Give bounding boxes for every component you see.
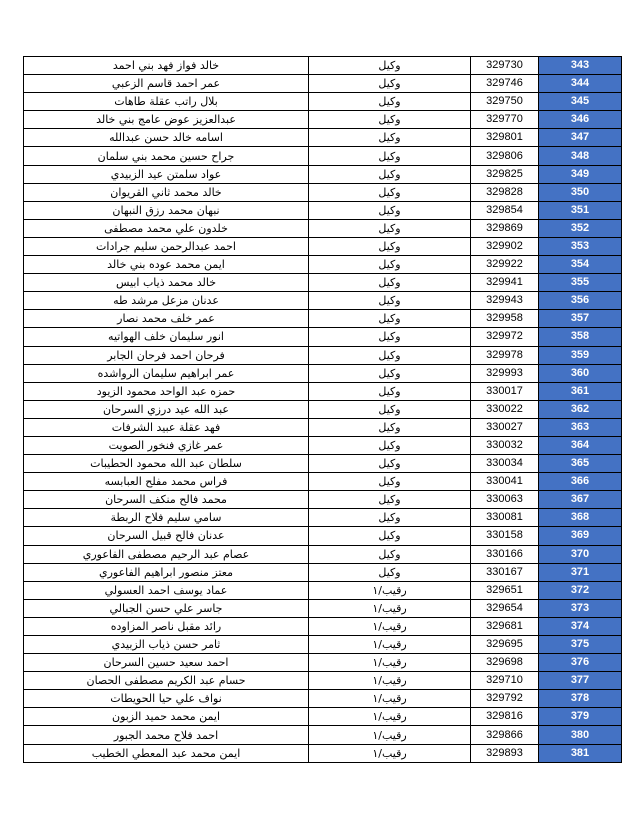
military-number-cell: 329941 bbox=[471, 274, 539, 292]
sequence-number-cell: 360 bbox=[539, 364, 622, 382]
person-name-cell: خالد محمد ذياب ابيس bbox=[24, 274, 309, 292]
military-number-cell: 329972 bbox=[471, 328, 539, 346]
person-name-cell: جاسر علي حسن الجبالي bbox=[24, 599, 309, 617]
table-row bbox=[24, 111, 622, 129]
person-name-cell: عصام عبد الرحيم مصطفى الفاعوري bbox=[24, 545, 309, 563]
military-number-cell: 330041 bbox=[471, 473, 539, 491]
person-name-cell: معتز منصور ابراهيم الفاعوري bbox=[24, 563, 309, 581]
sequence-number-cell: 354 bbox=[539, 256, 622, 274]
sequence-number-cell: 379 bbox=[539, 708, 622, 726]
rank-cell: وكيل bbox=[309, 310, 471, 328]
table-row bbox=[24, 93, 622, 111]
military-number-cell: 329801 bbox=[471, 129, 539, 147]
person-name-cell: احمد عبدالرحمن سليم جرادات bbox=[24, 237, 309, 255]
person-name-cell: ايمن محمد حميد الزبون bbox=[24, 708, 309, 726]
rank-cell: وكيل bbox=[309, 346, 471, 364]
table-row bbox=[24, 165, 622, 183]
person-name-cell: اسامه خالد حسن عبدالله bbox=[24, 129, 309, 147]
table-row bbox=[24, 473, 622, 491]
person-name-cell: نواف علي حيا الحويطات bbox=[24, 690, 309, 708]
table-row bbox=[24, 292, 622, 310]
sequence-number-cell: 362 bbox=[539, 400, 622, 418]
rank-cell: وكيل bbox=[309, 563, 471, 581]
sequence-number-cell: 346 bbox=[539, 111, 622, 129]
military-number-cell: 329958 bbox=[471, 310, 539, 328]
sequence-number-cell: 373 bbox=[539, 599, 622, 617]
person-name-cell: ايمن محمد عبد المعطي الخطيب bbox=[24, 744, 309, 762]
person-name-cell: عدنان فالح قبيل السرحان bbox=[24, 527, 309, 545]
military-number-cell: 330034 bbox=[471, 455, 539, 473]
military-number-cell: 330081 bbox=[471, 509, 539, 527]
rank-cell: وكيل bbox=[309, 545, 471, 563]
military-number-cell: 329698 bbox=[471, 654, 539, 672]
sequence-number-cell: 368 bbox=[539, 509, 622, 527]
sequence-number-cell: 365 bbox=[539, 455, 622, 473]
person-name-cell: عماد يوسف احمد العسولي bbox=[24, 581, 309, 599]
table-row bbox=[24, 581, 622, 599]
sequence-number-cell: 372 bbox=[539, 581, 622, 599]
table-row bbox=[24, 219, 622, 237]
table-row bbox=[24, 201, 622, 219]
person-name-cell: ثامر حسن ذياب الزبيدي bbox=[24, 636, 309, 654]
military-number-cell: 329816 bbox=[471, 708, 539, 726]
military-number-cell: 329978 bbox=[471, 346, 539, 364]
person-name-cell: سامي سليم فلاح الربطة bbox=[24, 509, 309, 527]
table-row bbox=[24, 364, 622, 382]
person-name-cell: عمر احمد قاسم الزعبي bbox=[24, 75, 309, 93]
sequence-number-cell: 359 bbox=[539, 346, 622, 364]
rank-cell: وكيل bbox=[309, 473, 471, 491]
military-number-cell: 330167 bbox=[471, 563, 539, 581]
person-name-cell: ايمن محمد عوده بني خالد bbox=[24, 256, 309, 274]
sequence-number-cell: 353 bbox=[539, 237, 622, 255]
sequence-number-cell: 367 bbox=[539, 491, 622, 509]
roster-table bbox=[23, 56, 622, 763]
rank-cell: وكيل bbox=[309, 111, 471, 129]
rank-cell: رقيب/١ bbox=[309, 599, 471, 617]
rank-cell: رقيب/١ bbox=[309, 581, 471, 599]
sequence-number-cell: 380 bbox=[539, 726, 622, 744]
sequence-number-cell: 381 bbox=[539, 744, 622, 762]
military-number-cell: 329869 bbox=[471, 219, 539, 237]
military-number-cell: 330017 bbox=[471, 382, 539, 400]
sequence-number-cell: 358 bbox=[539, 328, 622, 346]
table-row bbox=[24, 599, 622, 617]
rank-cell: وكيل bbox=[309, 147, 471, 165]
person-name-cell: حسام عبد الكريم مصطفى الحصان bbox=[24, 672, 309, 690]
table-row bbox=[24, 346, 622, 364]
table-row bbox=[24, 436, 622, 454]
military-number-cell: 329825 bbox=[471, 165, 539, 183]
table-row bbox=[24, 183, 622, 201]
table-row bbox=[24, 129, 622, 147]
table-row bbox=[24, 545, 622, 563]
table-row bbox=[24, 744, 622, 762]
table-row bbox=[24, 382, 622, 400]
person-name-cell: خالد محمد ثاني القريوان bbox=[24, 183, 309, 201]
rank-cell: وكيل bbox=[309, 57, 471, 75]
rank-cell: رقيب/١ bbox=[309, 744, 471, 762]
person-name-cell: فرحان احمد فرحان الجابر bbox=[24, 346, 309, 364]
sequence-number-cell: 370 bbox=[539, 545, 622, 563]
sequence-number-cell: 375 bbox=[539, 636, 622, 654]
military-number-cell: 330158 bbox=[471, 527, 539, 545]
rank-cell: رقيب/١ bbox=[309, 690, 471, 708]
person-name-cell: محمد فالح منكف السرحان bbox=[24, 491, 309, 509]
person-name-cell: احمد فلاح محمد الجبور bbox=[24, 726, 309, 744]
table-row bbox=[24, 491, 622, 509]
person-name-cell: عبد الله عيد درزي السرحان bbox=[24, 400, 309, 418]
sequence-number-cell: 377 bbox=[539, 672, 622, 690]
table-row bbox=[24, 237, 622, 255]
sequence-number-cell: 361 bbox=[539, 382, 622, 400]
sequence-number-cell: 351 bbox=[539, 201, 622, 219]
military-number-cell: 329993 bbox=[471, 364, 539, 382]
rank-cell: وكيل bbox=[309, 219, 471, 237]
table-row bbox=[24, 256, 622, 274]
military-number-cell: 329866 bbox=[471, 726, 539, 744]
person-name-cell: عدنان مزعل مرشد طه bbox=[24, 292, 309, 310]
rank-cell: وكيل bbox=[309, 165, 471, 183]
military-number-cell: 329902 bbox=[471, 237, 539, 255]
military-number-cell: 329854 bbox=[471, 201, 539, 219]
table-row bbox=[24, 75, 622, 93]
person-name-cell: خالد فواز فهد بني احمد bbox=[24, 57, 309, 75]
sequence-number-cell: 356 bbox=[539, 292, 622, 310]
sequence-number-cell: 376 bbox=[539, 654, 622, 672]
person-name-cell: خلدون علي محمد مصطفى bbox=[24, 219, 309, 237]
military-number-cell: 329681 bbox=[471, 617, 539, 635]
person-name-cell: انور سليمان خلف الهواتيه bbox=[24, 328, 309, 346]
table-row bbox=[24, 400, 622, 418]
person-name-cell: بلال راتب عقلة طاهات bbox=[24, 93, 309, 111]
military-number-cell: 329730 bbox=[471, 57, 539, 75]
rank-cell: وكيل bbox=[309, 328, 471, 346]
rank-cell: رقيب/١ bbox=[309, 672, 471, 690]
sequence-number-cell: 369 bbox=[539, 527, 622, 545]
person-name-cell: عمر خلف محمد نصار bbox=[24, 310, 309, 328]
military-number-cell: 329654 bbox=[471, 599, 539, 617]
table-row bbox=[24, 690, 622, 708]
military-number-cell: 329828 bbox=[471, 183, 539, 201]
military-number-cell: 329651 bbox=[471, 581, 539, 599]
military-number-cell: 329922 bbox=[471, 256, 539, 274]
table-row bbox=[24, 455, 622, 473]
sequence-number-cell: 378 bbox=[539, 690, 622, 708]
table-row bbox=[24, 708, 622, 726]
sequence-number-cell: 347 bbox=[539, 129, 622, 147]
rank-cell: رقيب/١ bbox=[309, 617, 471, 635]
rank-cell: وكيل bbox=[309, 201, 471, 219]
military-number-cell: 330063 bbox=[471, 491, 539, 509]
military-number-cell: 329710 bbox=[471, 672, 539, 690]
table-row bbox=[24, 509, 622, 527]
sequence-number-cell: 366 bbox=[539, 473, 622, 491]
sequence-number-cell: 374 bbox=[539, 617, 622, 635]
rank-cell: وكيل bbox=[309, 527, 471, 545]
rank-cell: رقيب/١ bbox=[309, 708, 471, 726]
sequence-number-cell: 363 bbox=[539, 418, 622, 436]
military-number-cell: 330032 bbox=[471, 436, 539, 454]
table-row bbox=[24, 672, 622, 690]
military-number-cell: 330022 bbox=[471, 400, 539, 418]
military-number-cell: 329746 bbox=[471, 75, 539, 93]
sequence-number-cell: 343 bbox=[539, 57, 622, 75]
person-name-cell: حمزه عبد الواحد محمود الزيود bbox=[24, 382, 309, 400]
sequence-number-cell: 355 bbox=[539, 274, 622, 292]
rank-cell: وكيل bbox=[309, 364, 471, 382]
military-number-cell: 329750 bbox=[471, 93, 539, 111]
rank-cell: وكيل bbox=[309, 75, 471, 93]
rank-cell: وكيل bbox=[309, 436, 471, 454]
table-row bbox=[24, 617, 622, 635]
military-number-cell: 330166 bbox=[471, 545, 539, 563]
military-number-cell: 329792 bbox=[471, 690, 539, 708]
sequence-number-cell: 349 bbox=[539, 165, 622, 183]
person-name-cell: عبدالعزيز عوض عامج بني خالد bbox=[24, 111, 309, 129]
sequence-number-cell: 350 bbox=[539, 183, 622, 201]
sequence-number-cell: 345 bbox=[539, 93, 622, 111]
rank-cell: رقيب/١ bbox=[309, 726, 471, 744]
table-row bbox=[24, 310, 622, 328]
sequence-number-cell: 352 bbox=[539, 219, 622, 237]
table-row bbox=[24, 654, 622, 672]
person-name-cell: عمر ابراهيم سليمان الرواشده bbox=[24, 364, 309, 382]
table-row bbox=[24, 328, 622, 346]
rank-cell: رقيب/١ bbox=[309, 654, 471, 672]
sequence-number-cell: 371 bbox=[539, 563, 622, 581]
sequence-number-cell: 348 bbox=[539, 147, 622, 165]
sequence-number-cell: 357 bbox=[539, 310, 622, 328]
roster-body bbox=[24, 57, 622, 763]
rank-cell: وكيل bbox=[309, 129, 471, 147]
military-number-cell: 329893 bbox=[471, 744, 539, 762]
rank-cell: وكيل bbox=[309, 183, 471, 201]
rank-cell: وكيل bbox=[309, 237, 471, 255]
rank-cell: وكيل bbox=[309, 418, 471, 436]
person-name-cell: فراس محمد مفلح العبابسه bbox=[24, 473, 309, 491]
rank-cell: وكيل bbox=[309, 382, 471, 400]
person-name-cell: نبهان محمد رزق النبهان bbox=[24, 201, 309, 219]
sequence-number-cell: 364 bbox=[539, 436, 622, 454]
military-number-cell: 329695 bbox=[471, 636, 539, 654]
table-row bbox=[24, 563, 622, 581]
rank-cell: وكيل bbox=[309, 93, 471, 111]
table-row bbox=[24, 147, 622, 165]
rank-cell: وكيل bbox=[309, 455, 471, 473]
table-row bbox=[24, 418, 622, 436]
table-row bbox=[24, 527, 622, 545]
sequence-number-cell: 344 bbox=[539, 75, 622, 93]
person-name-cell: فهد عقلة عبيد الشرفات bbox=[24, 418, 309, 436]
table-row bbox=[24, 57, 622, 75]
person-name-cell: احمد سعيد حسين السرحان bbox=[24, 654, 309, 672]
rank-cell: وكيل bbox=[309, 274, 471, 292]
person-name-cell: سلطان عبد الله محمود الحطيبات bbox=[24, 455, 309, 473]
table-row bbox=[24, 636, 622, 654]
military-number-cell: 330027 bbox=[471, 418, 539, 436]
rank-cell: رقيب/١ bbox=[309, 636, 471, 654]
rank-cell: وكيل bbox=[309, 509, 471, 527]
person-name-cell: عواد سلمتن عيد الزبيدي bbox=[24, 165, 309, 183]
military-number-cell: 329770 bbox=[471, 111, 539, 129]
rank-cell: وكيل bbox=[309, 292, 471, 310]
table-row bbox=[24, 726, 622, 744]
person-name-cell: رائد مقبل ناصر المزاوده bbox=[24, 617, 309, 635]
rank-cell: وكيل bbox=[309, 491, 471, 509]
rank-cell: وكيل bbox=[309, 400, 471, 418]
rank-cell: وكيل bbox=[309, 256, 471, 274]
person-name-cell: عمر غازي فنخور الصويت bbox=[24, 436, 309, 454]
military-number-cell: 329943 bbox=[471, 292, 539, 310]
person-name-cell: جراح حسين محمد بني سلمان bbox=[24, 147, 309, 165]
table-row bbox=[24, 274, 622, 292]
military-number-cell: 329806 bbox=[471, 147, 539, 165]
